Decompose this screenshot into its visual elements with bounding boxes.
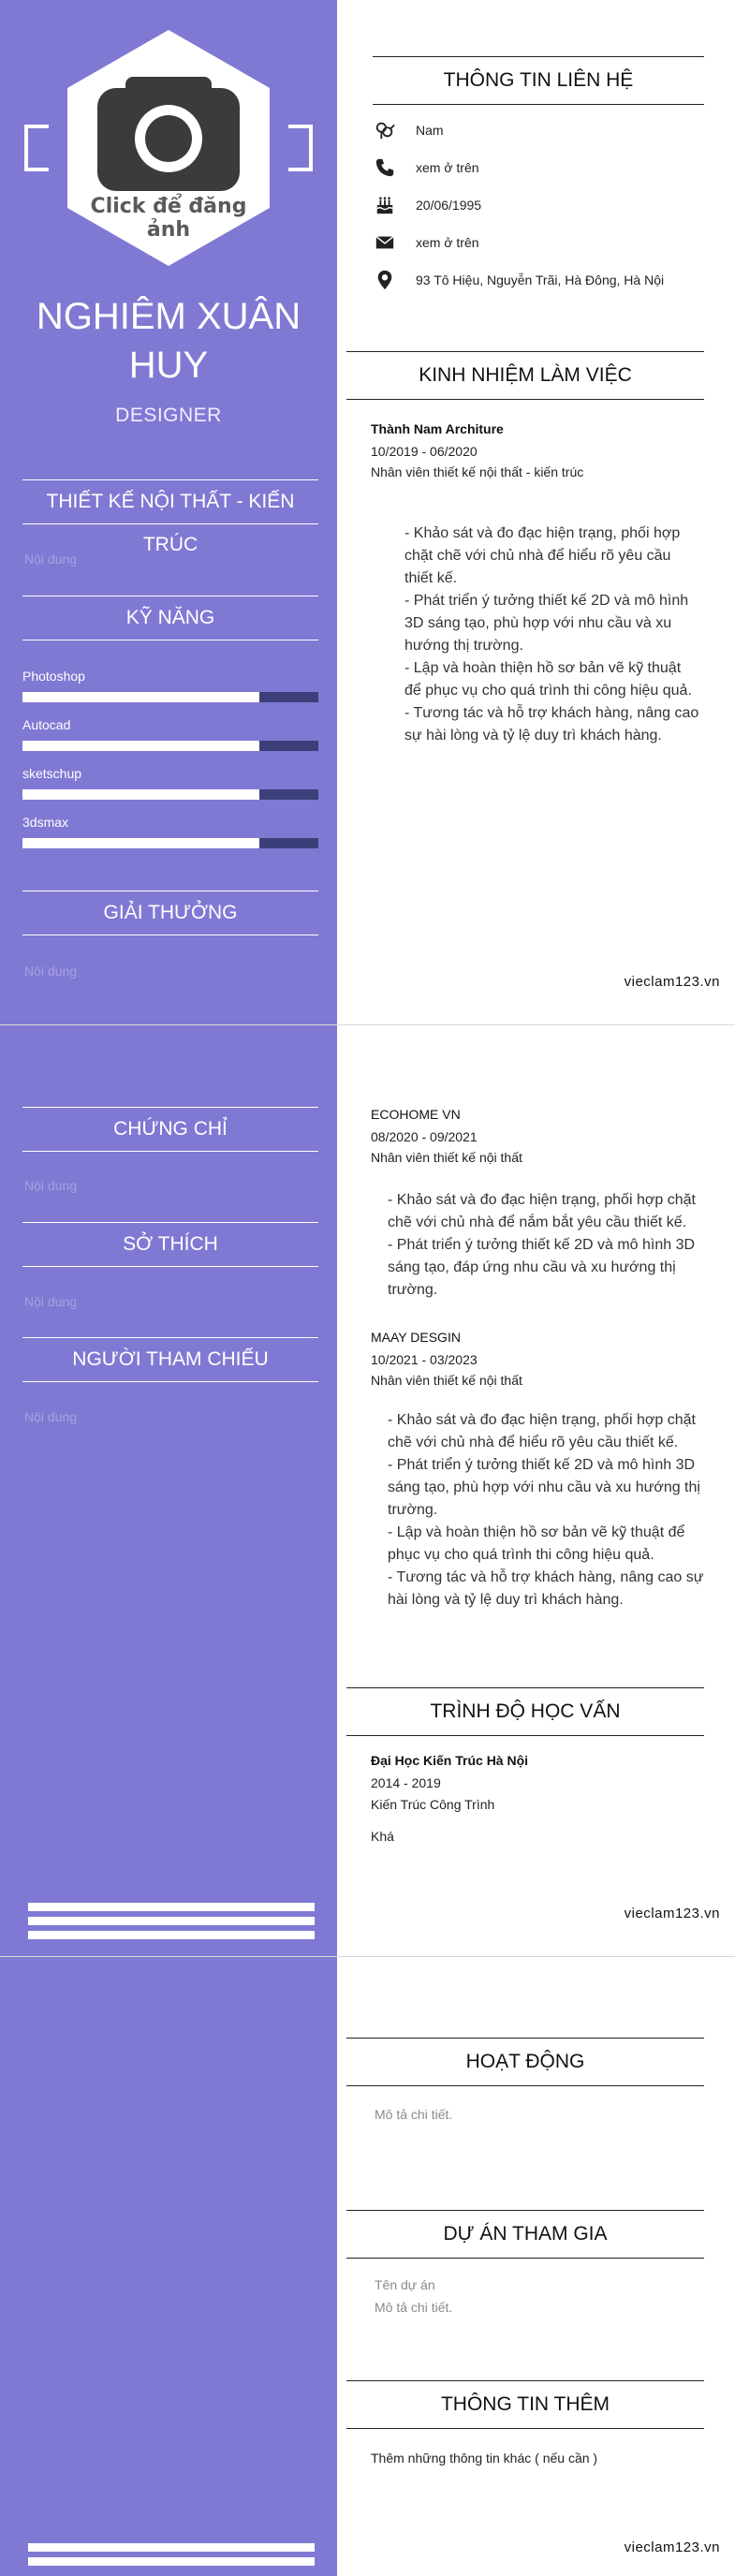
skill-bar-fill bbox=[22, 692, 259, 702]
cv-page-3 bbox=[0, 1957, 735, 2576]
phone-value: xem ở trên bbox=[416, 160, 479, 175]
education-major: Kiến Trúc Công Trình bbox=[371, 1797, 495, 1812]
skill-name: 3dsmax bbox=[22, 815, 69, 830]
job-description-line: - Phát triển ý tưởng thiết kế 2D và mô hình 3D bbox=[388, 1457, 696, 1473]
address-value: 93 Tô Hiệu, Nguyễn Trãi, Hà Đông, Hà Nội bbox=[416, 272, 665, 287]
sidebar bbox=[0, 0, 337, 1025]
skill-bar bbox=[22, 741, 318, 751]
job-description-line: - Phát triển ý tưởng thiết kế 2D và mô hình 3D bbox=[388, 1237, 696, 1253]
job-description-line: để phục vụ cho quá trình thi công hiệu quả. bbox=[404, 683, 692, 699]
job-description-line: - Lập và hoàn thiện hồ sơ bản vẽ kỹ thuật bbox=[404, 660, 682, 676]
skill-bar-fill bbox=[22, 789, 259, 800]
hobbies-heading: SỞ THÍCH bbox=[22, 1222, 318, 1267]
school-name: Đại Học Kiến Trúc Hà Nội bbox=[371, 1753, 529, 1768]
certificates-placeholder[interactable]: Nội dung bbox=[24, 1178, 78, 1193]
cv-page-2 bbox=[0, 1025, 735, 1957]
job-description-line: chẽ với chủ nhà để nắm bắt yêu cầu thiết kế. bbox=[388, 1214, 687, 1230]
education-period: 2014 - 2019 bbox=[371, 1775, 441, 1790]
frame-bracket-left bbox=[24, 125, 49, 171]
education-heading: TRÌNH ĐỘ HỌC VẤN bbox=[346, 1687, 704, 1736]
job-description-line: - Tương tác và hỗ trợ khách hàng, nâng cao bbox=[404, 705, 699, 721]
skill-bar-fill bbox=[22, 838, 259, 848]
cv-page-1 bbox=[0, 0, 735, 1025]
job-period: 10/2019 - 06/2020 bbox=[371, 444, 478, 459]
skill-bar bbox=[22, 838, 318, 848]
awards-placeholder[interactable]: Nội dung bbox=[24, 964, 78, 979]
contact-address bbox=[375, 269, 664, 291]
references-heading: NGƯỜI THAM CHIẾU bbox=[22, 1337, 318, 1382]
job-description-line: - Khảo sát và đo đạc hiện trạng, phối hợp chặt bbox=[388, 1192, 696, 1208]
job-description-line: chẽ với chủ nhà để hiểu rõ yêu cầu thiết kế. bbox=[388, 1435, 679, 1450]
skill-bar bbox=[22, 789, 318, 800]
job-description bbox=[388, 1409, 725, 1612]
certificates-heading: CHỨNG CHỈ bbox=[22, 1107, 318, 1152]
main-column bbox=[337, 1957, 735, 2576]
activities-placeholder[interactable]: Mô tả chi tiết. bbox=[375, 2107, 453, 2122]
job-description-line: hài lòng và tỷ lệ duy trì khách hàng. bbox=[388, 1592, 624, 1608]
references-placeholder[interactable]: Nội dung bbox=[24, 1409, 78, 1424]
job-title: Nhân viên thiết kế nội thất bbox=[371, 1150, 522, 1165]
candidate-role: DESIGNER bbox=[115, 405, 222, 426]
job-description-line: sáng tạo, phù hợp với nhu cầu và xu hướng thị bbox=[388, 1479, 700, 1495]
job-description-line: thiết kế. bbox=[404, 570, 458, 586]
job-description bbox=[388, 1189, 725, 1302]
candidate-name: NGHIÊM XUÂN HUY bbox=[36, 296, 301, 386]
envelope-icon bbox=[375, 232, 395, 253]
job-description-line: chặt chẽ với chủ nhà để hiểu rõ yêu cầu bbox=[404, 548, 671, 564]
job-title: Nhân viên thiết kế nội thất - kiến trúc bbox=[371, 464, 584, 479]
projects-heading: DỰ ÁN THAM GIA bbox=[346, 2210, 704, 2259]
contact-birthday bbox=[375, 194, 481, 216]
location-pin-icon bbox=[375, 270, 395, 290]
education-grade: Khá bbox=[371, 1829, 394, 1844]
job-period: 08/2020 - 09/2021 bbox=[371, 1129, 478, 1144]
job-description-line: trường. bbox=[388, 1502, 438, 1518]
sidebar bbox=[0, 1957, 337, 2576]
job-company: Thành Nam Architure bbox=[371, 421, 504, 436]
job-description-line: - Khảo sát và đo đạc hiện trạng, phối hợp bbox=[404, 525, 681, 541]
job-description-line: - Phát triển ý tưởng thiết kế 2D và mô hình bbox=[404, 593, 689, 609]
objective-heading: THIẾT KẾ NỘI THẤT - KIẾN TRÚC bbox=[22, 479, 318, 524]
skills-heading: KỸ NĂNG bbox=[22, 596, 318, 640]
job-description-line: phục vụ cho quá trình thi công hiệu quả. bbox=[388, 1547, 654, 1563]
job-period: 10/2021 - 03/2023 bbox=[371, 1352, 478, 1367]
objective-placeholder[interactable]: Nội dung bbox=[24, 552, 78, 567]
birthday-value: 20/06/1995 bbox=[416, 198, 482, 213]
frame-bracket-right bbox=[288, 125, 313, 171]
job-description-line: - Khảo sát và đo đạc hiện trạng, phối hợp chặt bbox=[388, 1412, 696, 1428]
avatar-upload[interactable] bbox=[24, 28, 313, 268]
skill-name: Autocad bbox=[22, 717, 71, 732]
decorative-lines bbox=[28, 1903, 315, 1945]
awards-heading: GIẢI THƯỞNG bbox=[22, 891, 318, 935]
contact-gender bbox=[375, 119, 444, 141]
job-description-line: - Lập và hoàn thiện hồ sơ bản vẽ kỹ thuật để bbox=[388, 1524, 685, 1540]
job-description-line: 3D sáng tạo, phù hợp với nhu cầu và xu bbox=[404, 615, 672, 631]
extra-info-text[interactable]: Thêm những thông tin khác ( nếu cần ) bbox=[371, 2451, 598, 2466]
avatar-caption[interactable]: Click để đăng ảnh bbox=[90, 195, 247, 242]
contact-email bbox=[375, 231, 479, 254]
extra-info-heading: THÔNG TIN THÊM bbox=[346, 2380, 704, 2429]
project-desc-placeholder[interactable]: Mô tả chi tiết. bbox=[375, 2300, 453, 2315]
hobbies-placeholder[interactable]: Nội dung bbox=[24, 1294, 78, 1309]
job-title: Nhân viên thiết kế nội thất bbox=[371, 1373, 522, 1388]
gender-value: Nam bbox=[416, 123, 444, 138]
contact-heading: THÔNG TIN LIÊN HỆ bbox=[373, 56, 704, 105]
skill-name: Photoshop bbox=[22, 669, 85, 684]
brand-watermark: vieclam123.vn bbox=[624, 974, 720, 990]
experience-heading: KINH NHIỆM LÀM VIỆC bbox=[346, 351, 704, 400]
brand-watermark: vieclam123.vn bbox=[624, 2539, 720, 2555]
main-column bbox=[337, 0, 735, 1025]
contact-phone bbox=[375, 156, 479, 179]
cake-icon bbox=[375, 195, 395, 215]
email-value: xem ở trên bbox=[416, 235, 479, 250]
phone-icon bbox=[375, 157, 395, 178]
brand-watermark: vieclam123.vn bbox=[624, 1906, 720, 1921]
job-description-line: sáng tạo, đáp ứng nhu cầu và xu hướng thị bbox=[388, 1259, 676, 1275]
gender-icon bbox=[375, 120, 395, 140]
skill-name: sketschup bbox=[22, 766, 82, 781]
decorative-lines bbox=[28, 2543, 315, 2571]
skill-bar bbox=[22, 692, 318, 702]
main-column bbox=[337, 1025, 735, 1957]
job-description-line: trường. bbox=[388, 1282, 438, 1298]
project-name-placeholder[interactable]: Tên dự án bbox=[375, 2277, 435, 2292]
job-company: MAAY DESGIN bbox=[371, 1330, 461, 1345]
activities-heading: HOẠT ĐỘNG bbox=[346, 2038, 704, 2086]
skill-bar-fill bbox=[22, 741, 259, 751]
job-description-line: - Tương tác và hỗ trợ khách hàng, nâng cao sự bbox=[388, 1569, 704, 1585]
job-company: ECOHOME VN bbox=[371, 1107, 461, 1122]
job-description-line: sự hài lòng và tỷ lệ duy trì khách hàng. bbox=[404, 728, 662, 743]
job-description-line: hướng thị trường. bbox=[404, 638, 523, 654]
sidebar bbox=[0, 1025, 337, 1957]
job-description bbox=[404, 523, 723, 747]
